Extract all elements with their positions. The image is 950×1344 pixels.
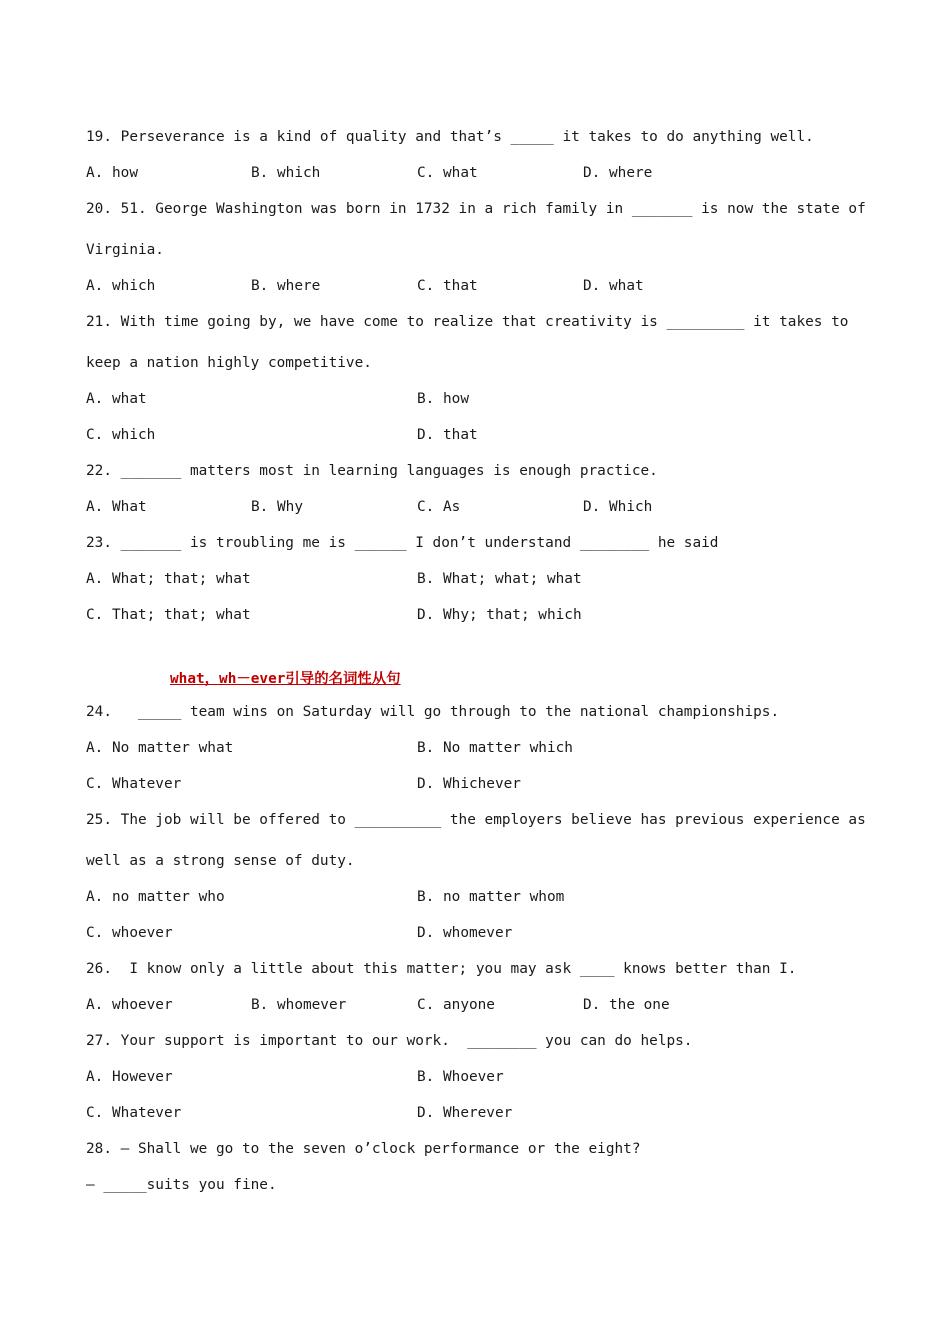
q25-option-c: C. whoever <box>86 925 173 941</box>
q23-option-b: B. What; what; what <box>417 571 582 587</box>
q26-option-b: B. whomever <box>251 997 347 1013</box>
q27-option-a: A. However <box>86 1069 173 1085</box>
q24-option-a: A. No matter what <box>86 740 234 756</box>
q22-option-b: B. Why <box>251 499 303 515</box>
q24-option-d: D. Whichever <box>417 776 521 792</box>
question-22-stem: 22. _______ matters most in learning languages is enough practice. <box>86 463 658 479</box>
q27-option-b: B. Whoever <box>417 1069 504 1085</box>
question-21-stem-cont: keep a nation highly competitive. <box>86 355 372 371</box>
question-25-stem: 25. The job will be offered to __________ the employers believe has previous experience as <box>86 812 866 828</box>
q25-option-b: B. no matter whom <box>417 889 565 905</box>
question-28-reply: — _____suits you fine. <box>86 1177 277 1193</box>
question-23-stem: 23. _______ is troubling me is ______ I don’t understand ________ he said <box>86 535 719 551</box>
question-20-stem-cont: Virginia. <box>86 242 164 258</box>
q26-option-d: D. the one <box>583 997 670 1013</box>
q23-option-d: D. Why; that; which <box>417 607 582 623</box>
q21-option-d: D. that <box>417 427 478 443</box>
question-21-stem: 21. With time going by, we have come to realize that creativity is _________ it takes to <box>86 314 849 330</box>
question-19-stem: 19. Perseverance is a kind of quality and that’s _____ it takes to do anything well. <box>86 129 814 145</box>
question-24-stem: 24. _____ team wins on Saturday will go through to the national championships. <box>86 704 780 720</box>
question-26-stem: 26. I know only a little about this matter; you may ask ____ knows better than I. <box>86 961 797 977</box>
q20-option-a: A. which <box>86 278 156 294</box>
q20-option-b: B. where <box>251 278 321 294</box>
question-20-stem: 20. 51. George Washington was born in 1732 in a rich family in _______ is now the state of <box>86 201 866 217</box>
q21-option-a: A. what <box>86 391 147 407</box>
q20-option-d: D. what <box>583 278 644 294</box>
section-heading: what，wh－ever引导的名词性从句 <box>170 671 401 687</box>
q22-option-a: A. What <box>86 499 147 515</box>
q25-option-a: A. no matter who <box>86 889 225 905</box>
q22-option-c: C. As <box>417 499 461 515</box>
q24-option-c: C. Whatever <box>86 776 182 792</box>
q27-option-d: D. Wherever <box>417 1105 513 1121</box>
q24-option-b: B. No matter which <box>417 740 573 756</box>
q23-option-c: C. That; that; what <box>86 607 251 623</box>
question-28-stem: 28. — Shall we go to the seven o’clock performance or the eight? <box>86 1141 641 1157</box>
q21-option-c: C. which <box>86 427 156 443</box>
q23-option-a: A. What; that; what <box>86 571 251 587</box>
q27-option-c: C. Whatever <box>86 1105 182 1121</box>
q19-option-a: A. how <box>86 165 138 181</box>
q22-option-d: D. Which <box>583 499 653 515</box>
q25-option-d: D. whomever <box>417 925 513 941</box>
q20-option-c: C. that <box>417 278 478 294</box>
q26-option-c: C. anyone <box>417 997 495 1013</box>
q19-option-d: D. where <box>583 165 653 181</box>
q26-option-a: A. whoever <box>86 997 173 1013</box>
q19-option-b: B. which <box>251 165 321 181</box>
question-25-stem-cont: well as a strong sense of duty. <box>86 853 355 869</box>
q21-option-b: B. how <box>417 391 469 407</box>
question-27-stem: 27. Your support is important to our work. ________ you can do helps. <box>86 1033 693 1049</box>
q19-option-c: C. what <box>417 165 478 181</box>
